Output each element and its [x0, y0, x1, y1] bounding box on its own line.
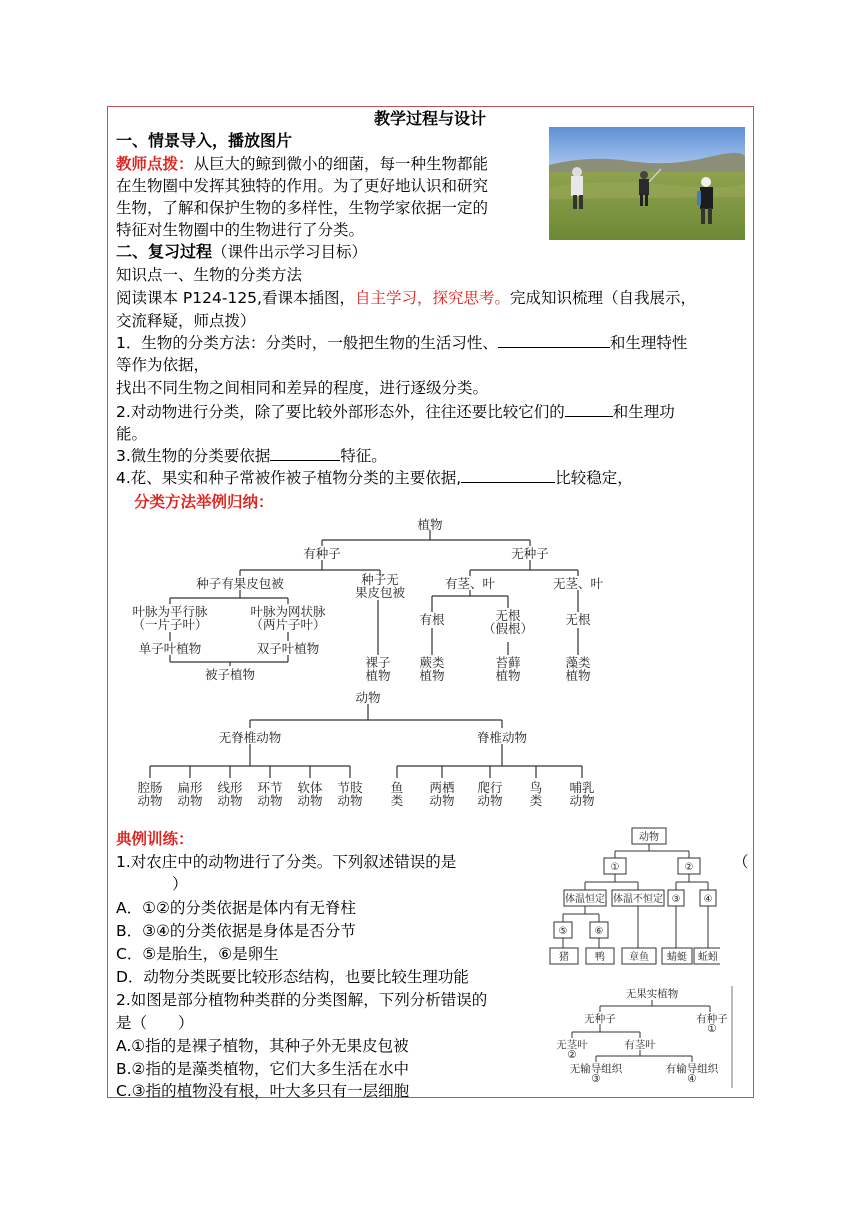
animal-leaf: 两栖 [429, 780, 455, 795]
plant-node: 叶脉为网状脉 [250, 604, 326, 619]
reading-instruction: 阅读课本 P124-125,看课本插图，自主学习，探究思考。完成知识梳理（自我展示， [116, 289, 696, 307]
answer-blank[interactable] [498, 333, 610, 348]
plant-node: 有种子 [303, 546, 341, 561]
plant-leaf: 植物 [419, 668, 445, 683]
question-3: 3.微生物的分类要依据 特征。 [116, 447, 387, 465]
fig1-node: 体温不恒定 [613, 894, 663, 905]
animal-leaf: 鸟 [529, 780, 543, 795]
animal-leaf: 节肢 [337, 780, 363, 795]
fig1-node: 体温恒定 [565, 894, 605, 905]
animal-leaf: 动物 [297, 793, 323, 808]
plant-node: 叶脉为平行脉 [132, 604, 208, 619]
plant-leaf: 单子叶植物 [138, 641, 202, 656]
fig2-node: 无种子 [584, 1013, 616, 1025]
teacher-note-line3: 生物，了解和保护生物的多样性，生物学家依据一定的 [116, 199, 489, 217]
question-1-cont2: 找出不同生物之间相同和差异的程度，进行逐级分类。 [116, 379, 489, 397]
plant-root: 植物 [417, 518, 443, 532]
section2-heading: 二、复习过程（课件出示学习目标） [116, 242, 368, 261]
plant-node: 无种子 [511, 546, 549, 561]
practice-q2-cont: 是（ ） [116, 1014, 194, 1032]
practice-heading: 典例训练： [116, 830, 194, 848]
fig2-marker: ③ [591, 1073, 601, 1085]
plant-node: （两片子叶） [250, 617, 326, 632]
teacher-note-line1: 教师点拨：从巨大的鲸到微小的细菌，每一种生物都能 [116, 155, 489, 173]
field-photo [549, 127, 745, 240]
fig2-node: 无茎叶 [556, 1039, 588, 1051]
animal-node: 无脊椎动物 [218, 730, 282, 745]
fig1-leaf: 鸭 [595, 952, 605, 963]
animal-leaf: 动物 [429, 793, 455, 808]
plant-node: 果皮包被 [354, 585, 406, 600]
fig2-node: 有种子 [696, 1013, 728, 1025]
plant-leaf: 被子植物 [204, 667, 256, 682]
animal-leaf: 动物 [257, 793, 283, 808]
animal-leaf: 哺乳 [569, 780, 595, 795]
plant-node: 有茎、叶 [444, 576, 496, 591]
section1-heading: 一、情景导入，播放图片 [116, 131, 293, 150]
plant-leaf: 植物 [365, 668, 391, 683]
plant-leaf: 裸子 [365, 655, 391, 670]
plant-node: 无根 [565, 612, 591, 627]
animal-leaf: 鱼 [390, 780, 404, 795]
animal-grouping-figure [544, 826, 720, 972]
animal-leaf: 类 [529, 793, 543, 808]
animal-classification-tree [110, 690, 620, 815]
q2-option-a: A.①指的是裸子植物，其种子外无果皮包被 [116, 1037, 409, 1055]
example-heading: 分类方法举例归纳： [134, 493, 274, 511]
animal-leaf: 线形 [217, 780, 243, 795]
fig1-root: 动物 [639, 832, 659, 843]
question-4: 4.花、果实和种子常被作被子植物分类的主要依据, 比较稳定， [116, 469, 633, 487]
animal-leaf: 动物 [177, 793, 203, 808]
animal-leaf: 动物 [477, 793, 503, 808]
animal-node: 脊椎动物 [476, 730, 528, 745]
plant-node: 无根 [495, 608, 521, 623]
q2-option-b: B.②指的是藻类植物，它们大多生活在水中 [116, 1060, 409, 1078]
animal-leaf: 腔肠 [137, 780, 163, 795]
fig2-marker: ① [707, 1023, 717, 1035]
plant-node: 种子有果皮包被 [196, 576, 284, 591]
fig1-node: ③ [671, 894, 681, 905]
fig2-node: 有茎叶 [624, 1039, 656, 1051]
plant-node: 种子无 [361, 572, 399, 587]
animal-leaf: 扁形 [177, 780, 203, 795]
fig2-marker: ② [567, 1049, 577, 1061]
q1-option-d: D．动物分类既要比较形态结构，也要比较生理功能 [116, 968, 469, 986]
plant-node: （假根） [482, 621, 534, 636]
plant-node: （一片子叶） [132, 617, 208, 632]
animal-leaf: 动物 [569, 793, 595, 808]
animal-leaf: 动物 [217, 793, 243, 808]
teacher-note-line4: 特征对生物圈中的生物进行了分类。 [116, 221, 365, 239]
plant-node: 有根 [419, 612, 445, 627]
fig1-node: ⑥ [594, 926, 604, 937]
practice-q2: 2.如图是部分植物种类群的分类图解，下列分析错误的 [116, 991, 488, 1009]
fig1-node: ① [610, 862, 620, 873]
plant-leaf: 植物 [565, 668, 591, 683]
plant-leaf: 蕨类 [419, 655, 445, 670]
answer-blank[interactable] [565, 402, 613, 417]
animal-leaf: 动物 [137, 793, 163, 808]
animal-leaf: 动物 [337, 793, 363, 808]
practice-q1-paren-close: ） [172, 875, 188, 893]
fig2-node: 无输导组织 [569, 1063, 623, 1075]
animal-leaf: 类 [390, 793, 404, 808]
question-1-cont: 等作为依据， [116, 356, 210, 374]
plant-node: 无茎、叶 [552, 576, 604, 591]
q1-option-b: B．③④的分类依据是身体是否分节 [116, 922, 356, 940]
knowledge-point: 知识点一、生物的分类方法 [116, 266, 303, 284]
plant-leaf: 双子叶植物 [256, 641, 320, 656]
plant-leaf: 苔藓 [495, 655, 521, 670]
question-1: 1．生物的分类方法：分类时，一般把生物的生活习性、 和生理特性 [116, 334, 688, 352]
animal-leaf: 软体 [297, 780, 323, 795]
reading-instruction-2: 交流释疑，师点拨） [116, 312, 256, 330]
animal-leaf: 环节 [257, 780, 283, 795]
question-2-cont: 能。 [116, 425, 148, 443]
practice-q1-paren-open: （ [733, 853, 749, 871]
fig1-leaf: 蚯蚓 [698, 952, 718, 963]
fig1-node: ⑤ [558, 926, 568, 937]
practice-q1: 1.对农庄中的动物进行了分类。下列叙述错误的是 [116, 853, 457, 871]
fig2-marker: ④ [687, 1073, 697, 1085]
page-title: 教学过程与设计 [373, 109, 486, 128]
fig2-root: 无果实植物 [625, 988, 679, 1000]
plant-leaf: 藻类 [565, 655, 591, 670]
fig1-node: ② [684, 862, 694, 873]
fig1-node: ④ [703, 894, 713, 905]
q2-option-c: C.③指的植物没有根，叶大多只有一层细胞 [116, 1082, 410, 1100]
answer-blank[interactable] [461, 468, 555, 483]
fig1-leaf: 蜻蜓 [667, 952, 687, 963]
plant-grouping-figure [552, 984, 736, 1092]
teacher-note-line2: 在生物圈中发挥其独特的作用。为了更好地认识和研究 [116, 177, 489, 195]
teacher-label: 教师点拨： [116, 155, 194, 173]
animal-root: 动物 [355, 690, 381, 705]
question-2: 2.对动物进行分类，除了要比较外部形态外，往往还要比较它们的 和生理功 [116, 403, 675, 421]
fig1-leaf: 章鱼 [629, 952, 649, 963]
fig1-leaf: 猪 [559, 952, 569, 963]
q1-option-a: A．①②的分类依据是体内有无脊柱 [116, 899, 356, 917]
fig2-node: 有输导组织 [665, 1063, 719, 1075]
answer-blank[interactable] [270, 446, 340, 461]
q1-option-c: C．⑤是胎生，⑥是卵生 [116, 945, 279, 963]
animal-leaf: 爬行 [477, 780, 503, 795]
plant-leaf: 植物 [495, 668, 521, 683]
plant-classification-tree [110, 518, 620, 688]
